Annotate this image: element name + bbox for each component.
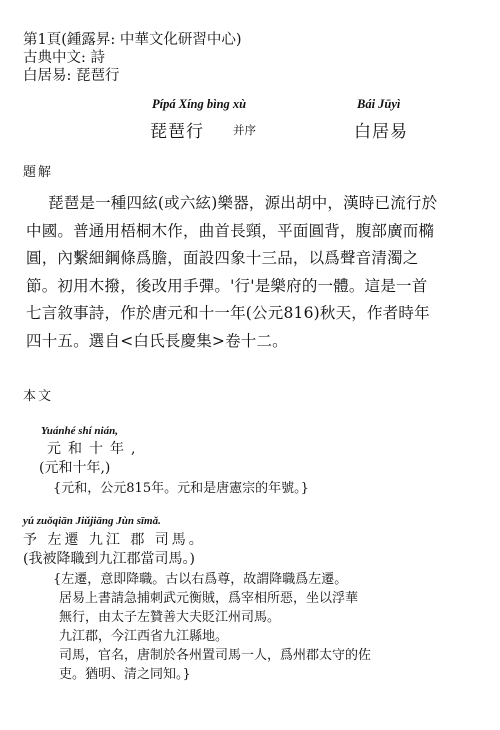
author-chars: 白居易 [354, 122, 408, 142]
verse2-chars: 予 左遷 九江 郡 司馬。 [23, 532, 206, 548]
section-heading-tijie: 題解 [23, 165, 54, 180]
title-pinyin: Pípá Xíng bìng xù [152, 97, 247, 111]
title-chars: 琵琶行 [150, 122, 204, 142]
verse2-note-line: 無行，由太子左贊善大夫貶江州司馬。 [59, 610, 281, 625]
verse2-translation: (我被降職到九江郡當司馬。) [23, 551, 195, 567]
header-line-2: 古典中文: 詩 [23, 50, 105, 66]
verse1-note: {元和，公元815年。元和是唐憲宗的年號。} [53, 481, 309, 496]
verse2-note-line: 居易上書請急捕刺武元衡賊，爲宰相所惡，坐以浮華 [59, 591, 359, 606]
verse2-note-line: {左遷，意即降職。古以右爲尊，故謂降職爲左遷。 [53, 572, 348, 587]
author-pinyin: Bái Jūyì [357, 97, 401, 111]
verse2-note-line: 司馬，官名，唐制於各州置司馬一人，爲州郡太守的佐 [59, 648, 372, 663]
tijie-line: 四十五。選自<白氏長慶集>卷十二。 [26, 331, 288, 350]
tijie-line: 圓，內繫細鋼條爲膽，面設四象十三品，以爲聲音清濁之 [26, 249, 419, 267]
section-heading-benwen: 本文 [23, 389, 54, 404]
verse1-chars: 元和十年, [47, 441, 143, 457]
verse2-note-line: 吏。猶明、清之同知。} [59, 667, 191, 682]
header-line-1: 第1頁(鍾露昇: 中華文化研習中心) [23, 32, 242, 48]
tijie-line: 七言敘事詩，作於唐元和十一年(公元816)秋天，作者時年 [26, 304, 430, 322]
tijie-line: 節。初用木撥，後改用手彈。'行'是樂府的一體。這是一首 [26, 276, 428, 295]
verse2-note-line: 九江郡，今江西省九江縣地。 [59, 629, 229, 644]
verse1-translation: (元和十年,) [39, 460, 111, 476]
title-suffix: 并序 [233, 123, 256, 137]
verse1-pinyin: Yuánhé shí nián, [41, 425, 118, 437]
header-line-3: 白居易: 琵琶行 [23, 68, 120, 84]
tijie-line: 中國。普通用梧桐木作，曲首長頸，平面圓背，腹部廣而橢 [26, 221, 435, 240]
verse2-pinyin: yú zuǒqiān Jiǔjiāng Jùn sīmǎ. [23, 515, 161, 527]
tijie-paragraph [26, 190, 484, 355]
tijie-line: 琵琶是一種四絃(或六絃)樂器，源出胡中，漢時已流行於 [48, 194, 438, 212]
